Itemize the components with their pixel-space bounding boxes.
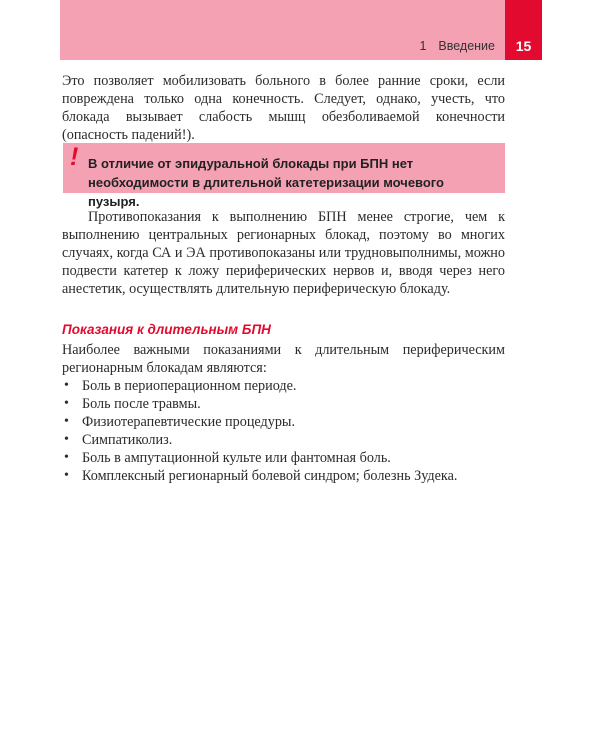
list-item	[62, 431, 505, 449]
exclamation-icon: !	[70, 143, 79, 171]
bullet-icon: •	[64, 378, 69, 393]
chapter-number: 1	[419, 39, 427, 53]
list-item	[62, 467, 505, 485]
contraindications-paragraph: Противопоказания к выполнению БПН менее строгие, чем к выполнению центральных регионарных блокад, поэтому во многих случаях, когда СА и ЭА противопоказаны или трудновыполнимы, можно подвести катетер к ложу периферических нервов и, вводя через него анестетик, осуществлять длительную периферическую блокаду.	[62, 209, 505, 297]
list-item-text: Комплексный регионарный болевой синдром; болезнь Зудека.	[82, 468, 458, 484]
list-item	[62, 449, 505, 467]
bullet-icon: •	[64, 468, 69, 483]
page-number-tab	[505, 0, 542, 60]
list-item	[62, 413, 505, 431]
page-number: 15	[515, 38, 532, 54]
list-item-text: Симпатиколиз.	[82, 432, 173, 448]
list-item	[62, 395, 505, 413]
header-band	[60, 0, 505, 60]
list-item-text: Физиотерапевтические процедуры.	[82, 414, 296, 430]
bullet-icon: •	[64, 414, 69, 429]
callout-text: В отличие от эпидуральной блокады при БПН нет необходимости в длительной катетеризации мочевого пузыря.	[88, 156, 444, 209]
indications-list	[62, 377, 505, 485]
chapter-label	[419, 39, 505, 53]
section-heading: Показания к длительным БПН	[62, 322, 271, 337]
chapter-title: Введение	[438, 39, 495, 53]
bullet-icon: •	[64, 432, 69, 447]
bullet-icon: •	[64, 396, 69, 411]
list-item-text: Боль после травмы.	[82, 396, 201, 412]
callout-box	[63, 143, 505, 209]
section-lead: Наиболее важными показаниями к длительным периферическим регионарным блокадам являются:	[62, 342, 505, 376]
bullet-icon: •	[64, 450, 69, 465]
list-item-text: Боль в периоперационном периоде.	[82, 378, 297, 394]
list-item	[62, 377, 505, 395]
intro-paragraph: Это позволяет мобилизовать больного в более ранние сроки, если повреждена только одна конечность. Следует, однако, учесть, что блокада вызывает слабость мышц обезболиваемой конечности (опасность падений!).	[62, 73, 505, 143]
list-item-text: Боль в ампутационной культе или фантомная боль.	[82, 450, 391, 466]
